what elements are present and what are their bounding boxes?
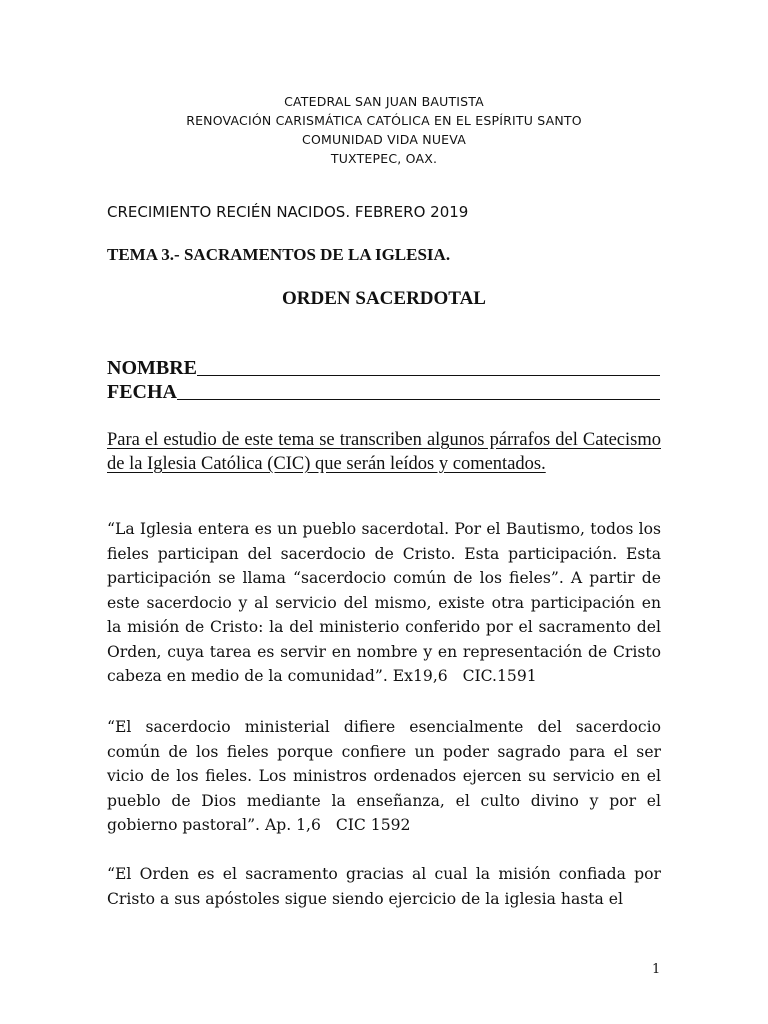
name-blank-line [197, 375, 660, 376]
date-blank-line [177, 399, 660, 400]
course-subject: CRECIMIENTO RECIÉN NACIDOS. FEBRERO 2019 [107, 203, 469, 221]
quote-1-citation-gap [448, 667, 463, 685]
page-title: ORDEN SACERDOTAL [282, 288, 486, 309]
quote-2-text: “El sacerdocio ministerial difiere esencialmente del sacerdocio común de los fieles porque confiere un poder sagrado para el ser vicio de los fieles. Los ministros ordenados ejercen su servicio en el pueblo de Dios mediante la enseñanza, el culto divino y por el gobierno pastoral”. Ap. 1,6 [107, 718, 661, 834]
header-line-renewal: RENOVACIÓN CARISMÁTICA CATÓLICA EN EL ESPÍRITU SANTO [186, 113, 582, 128]
quote-paragraph-1 [107, 517, 661, 689]
name-field [107, 356, 660, 380]
header-line-community: COMUNIDAD VIDA NUEVA [302, 132, 466, 147]
quote-1-citation: CIC.1591 [462, 667, 537, 685]
date-field [107, 380, 660, 404]
quote-paragraph-3 [107, 862, 661, 911]
date-label: FECHA [107, 381, 177, 403]
church-header [0, 92, 768, 168]
header-line-city: TUXTEPEC, OAX. [330, 151, 438, 166]
quote-1-text: “La Iglesia entera es un pueblo sacerdotal. Por el Bautismo, todos los fieles participan del sacerdocio de Cristo. Esta participación. Esta participación se llama “sacerdocio común de los fieles”. A partir de este sacerdocio y al servicio del mismo, existe otra participación en la misión de Cristo: la del ministerio conferido por el sacramento del Orden, cuya tarea es servir en nombre y en representación de Cristo cabeza en medio de la comunidad”. Ex19,6 [107, 520, 661, 685]
quote-2-citation: CIC 1592 [335, 816, 411, 834]
quote-paragraph-2 [107, 715, 661, 838]
quote-2-citation-gap [321, 816, 336, 834]
quote-3-text: “El Orden es el sacramento gracias al cual la misión confiada por Cristo a sus apóstoles sigue siendo ejercicio de la iglesia hasta el [107, 865, 661, 908]
topic-heading: TEMA 3.- SACRAMENTOS DE LA IGLESIA. [107, 245, 451, 264]
header-line-cathedral: CATEDRAL SAN JUAN BAUTISTA [284, 94, 484, 109]
page-number: 1 [652, 962, 661, 977]
name-label: NOMBRE [107, 357, 197, 379]
intro-paragraph: Para el estudio de este tema se transcriben algunos párrafos del Catecismo de la Iglesia Católica (CIC) que serán leídos y comentados. [107, 430, 661, 474]
